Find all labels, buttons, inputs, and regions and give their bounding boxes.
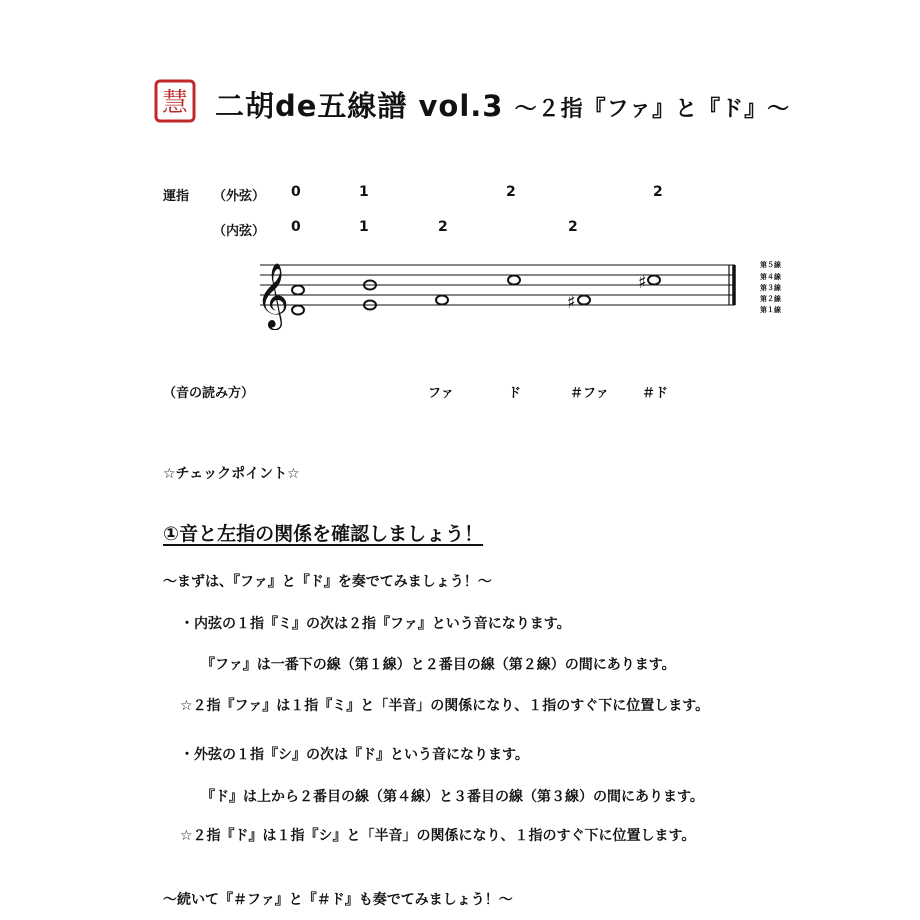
title-main: 二胡de五線譜 vol.3 bbox=[215, 89, 504, 123]
svg-text:慧: 慧 bbox=[161, 88, 189, 118]
staff-lines bbox=[260, 265, 735, 305]
note-c5 bbox=[508, 276, 520, 285]
line-label-2: 第２線 bbox=[760, 295, 781, 303]
line-label-3: 第３線 bbox=[760, 284, 781, 292]
note-name-sharp-do: ＃ド bbox=[642, 386, 669, 401]
sharp-icon: ♯ bbox=[638, 272, 647, 293]
inner-string-label: （内弦） bbox=[213, 224, 266, 239]
outer-finger-3: 2 bbox=[506, 184, 516, 200]
checkpoint-title: ☆チェックポイント☆ bbox=[163, 466, 300, 482]
note-name-sharp-fa: ＃ファ bbox=[570, 386, 609, 401]
music-staff bbox=[250, 250, 790, 330]
paragraph-fa-semitone: ☆２指『ファ』は１指『ミ』と「半音」の関係になり、１指のすぐ下に位置します。 bbox=[180, 698, 710, 714]
paragraph-do-position: 『ド』は上から２番目の線（第４線）と３番目の線（第３線）の間にあります。 bbox=[201, 789, 704, 805]
subheading-2: ～続いて『＃ファ』と『＃ド』も奏でてみましょう！～ bbox=[163, 892, 513, 908]
paragraph-outer-string: ・外弦の１指『シ』の次は『ド』という音になります。 bbox=[180, 747, 529, 763]
inner-finger-1: 0 bbox=[291, 219, 301, 235]
line-label-1: 第１線 bbox=[760, 306, 781, 314]
reading-label: （音の読み方） bbox=[163, 386, 255, 401]
inner-finger-2: 1 bbox=[359, 219, 369, 235]
outer-finger-4: 2 bbox=[653, 184, 663, 200]
sharp-icon: ♯ bbox=[567, 292, 576, 313]
section-heading-1: ①音と左指の関係を確認しましょう！ bbox=[163, 523, 484, 545]
note-name-do: ド bbox=[508, 386, 522, 401]
outer-string-label: （外弦） bbox=[213, 189, 266, 204]
inner-finger-4: 2 bbox=[568, 219, 578, 235]
title-sub: ～２指『ファ』と『ド』～ bbox=[514, 97, 791, 122]
paragraph-do-semitone: ☆２指『ド』は１指『シ』と「半音」の関係になり、１指のすぐ下に位置します。 bbox=[180, 828, 696, 844]
note-name-fa: ファ bbox=[428, 386, 454, 401]
note-fsharp4 bbox=[578, 296, 590, 305]
line-label-4: 第４線 bbox=[760, 273, 781, 281]
page-title bbox=[215, 84, 790, 125]
paragraph-inner-string: ・内弦の１指『ミ』の次は２指『ファ』という音になります。 bbox=[180, 616, 571, 632]
note-csharp5 bbox=[648, 276, 660, 285]
subheading-1: ～まずは、『ファ』と『ド』を奏でてみましょう！～ bbox=[163, 574, 492, 590]
inner-finger-3: 2 bbox=[438, 219, 448, 235]
note-f4 bbox=[436, 296, 448, 305]
line-label-5: 第５線 bbox=[760, 261, 781, 269]
note-d4 bbox=[292, 306, 304, 315]
note-a4 bbox=[292, 286, 304, 295]
fingering-label: 運指 bbox=[163, 189, 190, 204]
seal-logo bbox=[153, 78, 197, 124]
paragraph-fa-position: 『ファ』は一番下の線（第１線）と２番目の線（第２線）の間にあります。 bbox=[201, 657, 676, 673]
outer-finger-2: 1 bbox=[359, 184, 369, 200]
outer-finger-1: 0 bbox=[291, 184, 301, 200]
treble-clef-icon: 𝄞 bbox=[256, 263, 290, 328]
